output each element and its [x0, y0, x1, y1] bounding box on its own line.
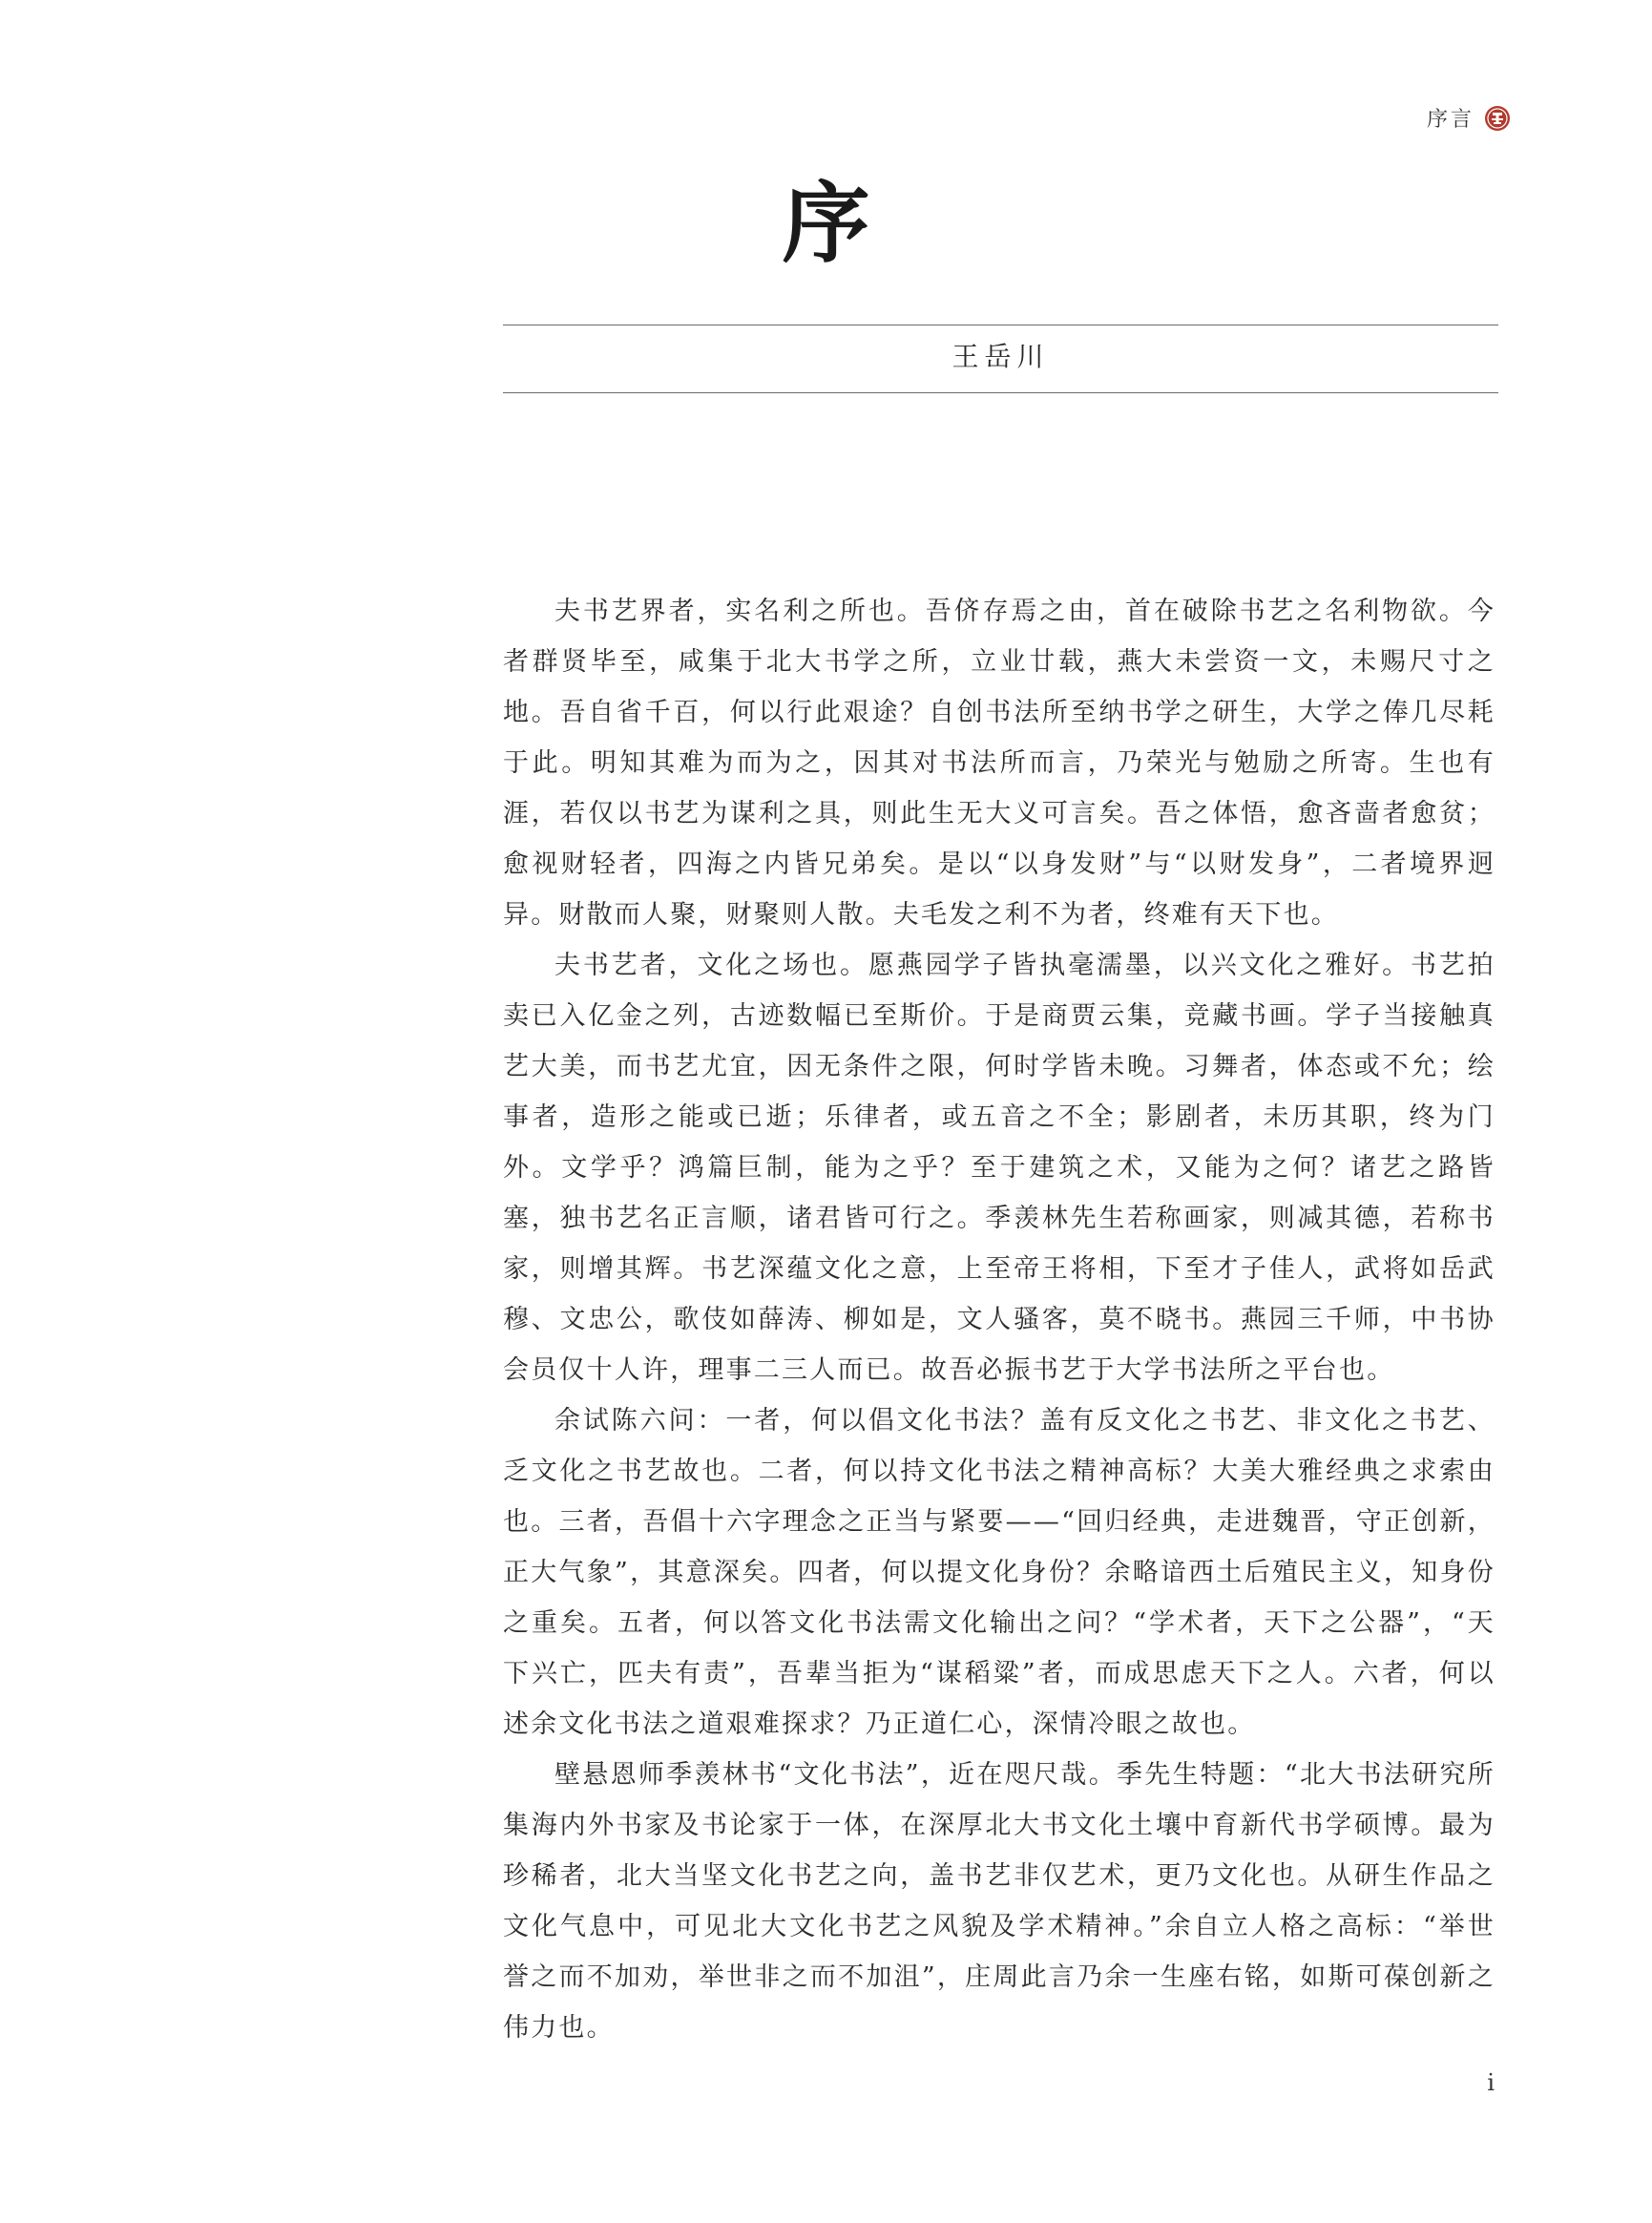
page-number: i: [1487, 2069, 1495, 2096]
paragraph-1: 夫书艺界者，实名利之所也。吾侪存焉之由，首在破除书艺之名利物欲。今者群贤毕至，咸集于北大书学之所，立业廿载，燕大未尝资一文，未赐尺寸之地。吾自省千百，何以行此艰途？自创书法所至纳书学之研生，大学之俸几尽耗于此。明知其难为而为之，因其对书法所而言，乃荣光与勉励之所寄。生也有涯，若仅以书艺为谋利之具，则此生无大义可言矣。吾之体悟，愈吝啬者愈贫；愈视财轻者，四海之内皆兄弟矣。是以“以身发财”与“以财发身”，二者境界迥异。财散而人聚，财聚则人散。夫毛发之利不为者，终难有天下也。: [503, 597, 1495, 930]
paragraph-3: 余试陈六问：一者，何以倡文化书法？盖有反文化之书艺、非文化之书艺、乏文化之书艺故也。二者，何以持文化书法之精神高标？大美大雅经典之求索由也。三者，吾倡十六字理念之正当与紧要——“回归经典，走进魏晋，守正创新，正大气象”，其意深矣。四者，何以提文化身份？余略谙西土后殖民主义，知身份之重矣。五者，何以答文化书法需文化输出之问？“学术者，天下之公器”，“天下兴亡，匹夫有责”，吾辈当拒为“谋稻粱”者，而成思虑天下之人。六者，何以述余文化书法之道艰难探求？乃正道仁心，深情冷眼之故也。: [503, 1406, 1495, 1739]
title-rule-bottom: [503, 392, 1498, 393]
paragraph-2: 夫书艺者，文化之场也。愿燕园学子皆执毫濡墨，以兴文化之雅好。书艺拍卖已入亿金之列，古迹数幅已至斯价。于是商贾云集，竞藏书画。学子当接触真艺大美，而书艺尤宜，因无条件之限，何时学皆未晚。习舞者，体态或不允；绘事者，造形之能或已逝；乐律者，或五音之不全；影剧者，未历其职，终为门外。文学乎？鸿篇巨制，能为之乎？至于建筑之术，又能为之何？诸艺之路皆塞，独书艺名正言顺，诸君皆可行之。季羡林先生若称画家，则减其德，若称书家，则增其辉。书艺深蕴文化之意，上至帝王将相，下至才子佳人，武将如岳武穆、文忠公，歌伎如薛涛、柳如是，文人骚客，莫不晓书。燕园三千师，中书协会员仅十人许，理事二三人而已。故吾必振书艺于大学书法所之平台也。: [503, 951, 1495, 1385]
running-header: [1427, 103, 1511, 133]
section-label: 序言: [1426, 108, 1474, 132]
preface-body: [503, 586, 1495, 2053]
author-name: 王岳川: [951, 341, 1050, 372]
page-title: 序: [782, 172, 870, 275]
paragraph-4: 壁悬恩师季羡林书“文化书法”，近在咫尺哉。季先生特题：“北大书法研究所集海内外书家及书论家于一体，在深厚北大书文化土壤中育新代书学硕博。最为珍稀者，北大当坚文化书艺之向，盖书艺非仅艺术，更乃文化也。从研生作品之文化气息中，可见北大文化书艺之风貌及学术精神。”余自立人格之高标：“举世誉之而不加劝，举世非之而不加沮”，庄周此言乃余一生座右铭，如斯可葆创新之伟力也。: [503, 1760, 1495, 2043]
seal-emblem-icon: [1484, 105, 1511, 132]
